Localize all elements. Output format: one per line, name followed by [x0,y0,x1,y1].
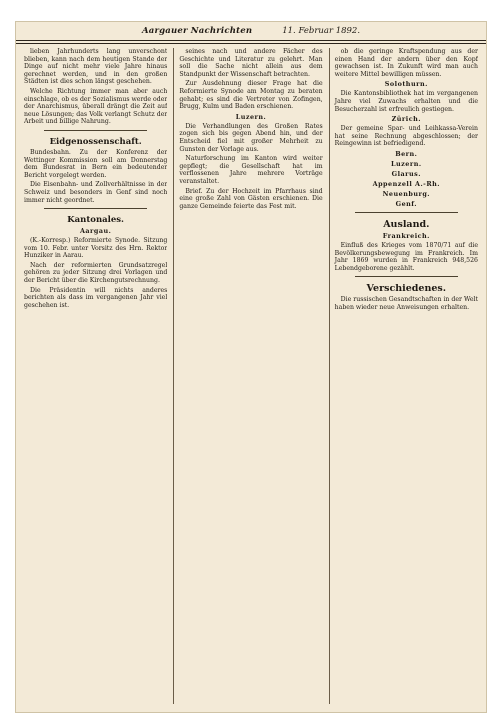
paragraph: Brief. Zu der Hochzeit im Pfarrhaus sind eine große Zahl von Gästen erschienen. Die ganze Gemeinde feierte das Fest mit. [179,187,323,210]
paragraph: Die Verhandlungen des Großen Rates zogen sich bis gegen Abend hin, und der Entscheid fiel mit großer Mehrheit zu Gunsten der Vorlage aus. [179,122,323,153]
col2-section-3 [179,188,322,211]
paragraph: seines nach und andere Fächer des Geschichte und Literatur zu gelehrt. Man soll die Sache nicht allein aus dem Standpunkt der Wissenschaft betrachten. [179,48,323,78]
subsection-heading: Neuenburg. [382,189,431,198]
divider [44,208,147,209]
subsection-heading: Solothurn. [384,80,428,89]
col3-section-1 [335,48,478,78]
col3-section-3 [335,125,478,148]
divider [355,276,458,277]
subsection-heading: Bern. [395,149,418,158]
divider [44,130,147,131]
col3-ausland [335,242,478,272]
section-heading: Eidgenossenschaft. [49,136,142,147]
paragraph: (K.-Korresp.) Reformierte Synode. Sitzung vom 10. Febr. unter Vorsitz des Hrn. Rektor Hunziker in Aarau. [24,237,168,260]
masthead-rule [16,43,486,44]
paragraph: Die russischen Gesandtschaften in der Welt haben wieder neue Anweisungen erhalten. [334,296,478,311]
section-heading: Ausland. [383,218,430,230]
issue-date: 11. Februar 1892. [282,26,361,36]
column-2 [173,48,322,704]
subsection-heading: Zürich. [391,115,421,124]
paragraph: ob die geringe Kraftspendung aus der einen Hand der andern über den Kopf gewachsen ist. In Zukunft wird man auch weitere Mittel bewilligen müssen. [334,48,478,78]
paragraph: Die Kantonsbibliothek hat im vergangenen Jahre viel Zuwachs erhalten und die Besucherzahl ist erfreulich gestiegen. [334,90,478,113]
paragraph: Naturforschung im Kanton wird weiter gepflegt; die Gesellschaft hat im verflossenen Jahre mehrere Vorträge veranstaltet. [179,155,323,185]
col2-section-1 [179,48,322,111]
subsection-heading: Luzern. [235,112,267,121]
col1-section-1 [24,149,167,204]
col1-section-2 [24,237,167,309]
divider [355,212,458,213]
subsection-heading: Genf. [395,199,418,208]
paragraph: Welche Richtung immer man aber auch einschlage, ob es der Sozialismus werde oder der Anarchismus, überall drängt die Zeit auf neue Lösungen; das Volk verlangt Schutz der Arbeit und billige Nahrung. [24,87,168,126]
column-1 [24,48,167,704]
newspaper-page [16,22,486,712]
paper-name: Aargauer Nachrichten [141,26,253,36]
paragraph: Nach der reformierten Grundsatzregel gehören zu jeder Sitzung drei Vorlagen und der Bericht über die Kirchengutsrechnung. [24,261,168,285]
col2-section-2 [179,123,322,186]
col1-intro [24,48,167,126]
col3-section-2 [335,90,478,113]
paragraph: lieben Jahrhunderts lang unverschont blieben, kann nach dem heutigen Stande der Dinge auf nicht mehr viele Jahre hinaus gerechnet werden, und in den großen Städten ist dies schon längst geschehen. [24,48,168,86]
col3-verschiedenes [335,296,478,311]
paragraph: Bundesbahn. Zu der Konferenz der Wettinger Kommission soll am Donnerstag dem Bundesrat in Bern ein bedeutender Bericht vorgelegt werden. [24,148,168,179]
paragraph: Die Präsidentin will nichts anderes berichten als dass im vergangenen Jahr viel geschehen ist. [24,286,168,309]
section-heading: Verschiedenes. [366,283,447,295]
paragraph: Der gemeine Spar- und Leihkassa-Verein hat seine Rechnung abgeschlossen; der Reingewinn ist befriedigend. [334,125,478,148]
paragraph: Zur Ausdehnung dieser Frage hat die Reformierte Synode am Montag zu beraten gehabt; es sind die Vertreter von Zofingen, Brugg, Kulm und Baden erschienen. [179,80,323,111]
subsection-heading: Aargau. [79,227,112,236]
columns [24,48,478,704]
paragraph: Einfluß des Krieges vom 1870/71 auf die Bevölkerungsbewegung im Frankreich. Im Jahr 1869 wurden in Frankreich 948,526 Lebendgeborene gezählt. [334,241,478,272]
paragraph: Die Eisenbahn- und Zollverhältnisse in der Schweiz und besonders in Genf sind noch immer nicht geordnet. [24,181,168,204]
subsection-heading: Frankreich. [382,231,430,240]
subsection-heading: Glarus. [391,169,421,178]
section-heading: Kantonales. [67,215,125,226]
subsection-heading: Luzern. [391,159,422,168]
subsection-heading: Appenzell A.-Rh. [372,179,441,188]
column-3 [329,48,478,704]
masthead [16,22,486,41]
